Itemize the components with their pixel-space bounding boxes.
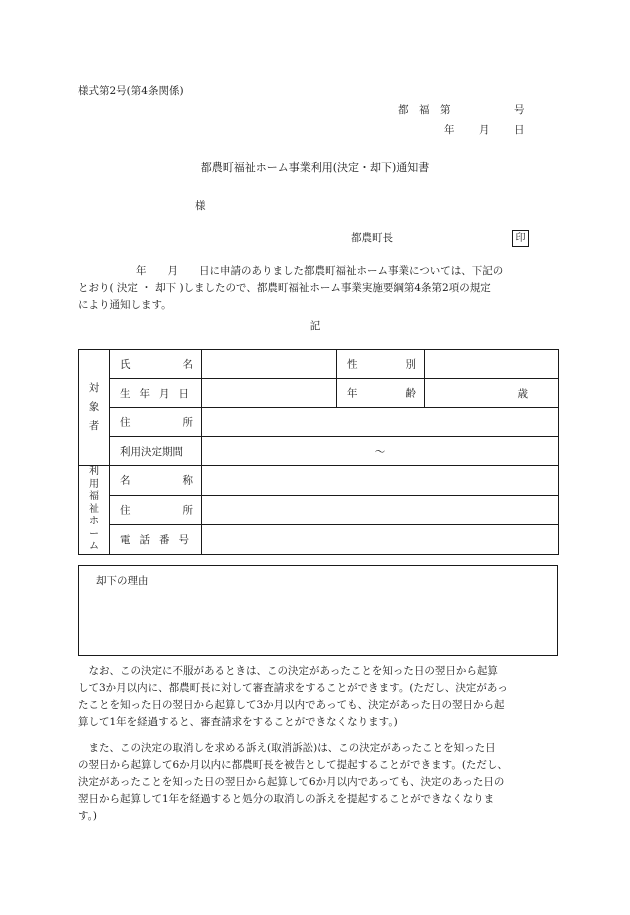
table-row-phone <box>79 525 559 555</box>
date-month: 月 <box>479 124 490 136</box>
issuer-name: 都農町長 <box>351 232 393 244</box>
address-label: 住 所 <box>110 408 202 437</box>
address-value[interactable] <box>202 408 559 437</box>
ki-marker: 記 <box>309 320 321 332</box>
name-value[interactable] <box>202 350 337 379</box>
rejection-reason-label: 却下の理由 <box>96 575 149 587</box>
table-row-home-address <box>79 495 559 525</box>
seal-mark: 印 <box>512 230 529 247</box>
document-title: 都農町福祉ホーム事業利用(決定・却下)通知書 <box>200 161 430 174</box>
dob-label: 生 年 月 日 <box>110 379 202 408</box>
period-value[interactable]: ～ <box>202 437 559 466</box>
reference-number-prefix: 都 福 第 <box>398 104 451 116</box>
table-row-address <box>79 408 559 437</box>
appeal-notice-paragraph-1: なお、この決定に不服があるときは、この決定があったことを知った日の翌日から起算 して3か月以内に、都農町長に対して審査請求をすることができます。(ただし、決定があっ たことを知った日の翌日から起算して3か月以内であっても、決定があった日の翌日から起 算して1年を経過すると、審査請求をすることができなくなります。) <box>78 665 508 728</box>
name-label: 氏 名 <box>110 350 202 379</box>
appeal-notice-paragraph-2: また、この決定の取消しを求める訴え(取消訴訟)は、この決定があったことを知った日 の翌日から起算して6か月以内に都農町長を被告として提起することができます。(ただし、 決定があったことを知った日の翌日から起算して6か月以内であっても、決定のあった日の 翌日から起算して1年を経過すると処分の取消しの訴えを提起することができなくなりま す。) <box>78 742 508 822</box>
home-name-value[interactable] <box>202 466 559 496</box>
phone-label: 電 話 番 号 <box>110 525 202 555</box>
table-row-home-name <box>79 466 559 496</box>
reference-number-suffix: 号 <box>514 104 525 116</box>
table-row-name <box>79 350 559 379</box>
dob-value[interactable] <box>202 379 337 408</box>
welfare-home-group-label: 利 用 福 祉 ホ ー ム <box>79 466 110 555</box>
details-table <box>78 349 559 555</box>
sex-label: 性 別 <box>337 350 425 379</box>
intro-line-1: 年 月 日に申請のありました都農町福祉ホーム事業については、下記の <box>136 265 504 277</box>
age-unit[interactable]: 歳 <box>425 379 559 408</box>
intro-paragraph <box>78 263 558 314</box>
table-row-period <box>79 437 559 466</box>
date-day: 日 <box>514 124 525 136</box>
addressee-suffix: 様 <box>195 200 206 212</box>
home-name-label: 名 称 <box>110 466 202 496</box>
home-address-label: 住 所 <box>110 495 202 525</box>
date-year: 年 <box>444 124 455 136</box>
intro-line-2: とおり( 決定 ・ 却下 )しましたので、都農町福祉ホーム事業実施要綱第4条第2項の規定 <box>78 282 491 294</box>
phone-value[interactable] <box>202 525 559 555</box>
subject-group-label: 対 象 者 <box>79 350 110 466</box>
sex-value[interactable] <box>425 350 559 379</box>
form-number: 様式第2号(第4条関係) <box>78 85 184 97</box>
intro-line-3: により通知します。 <box>78 299 172 311</box>
period-label: 利用決定期間 <box>110 437 202 466</box>
age-label: 年 齢 <box>337 379 425 408</box>
home-address-value[interactable] <box>202 495 559 525</box>
table-row-dob <box>79 379 559 408</box>
rejection-reason-box[interactable] <box>78 565 558 656</box>
